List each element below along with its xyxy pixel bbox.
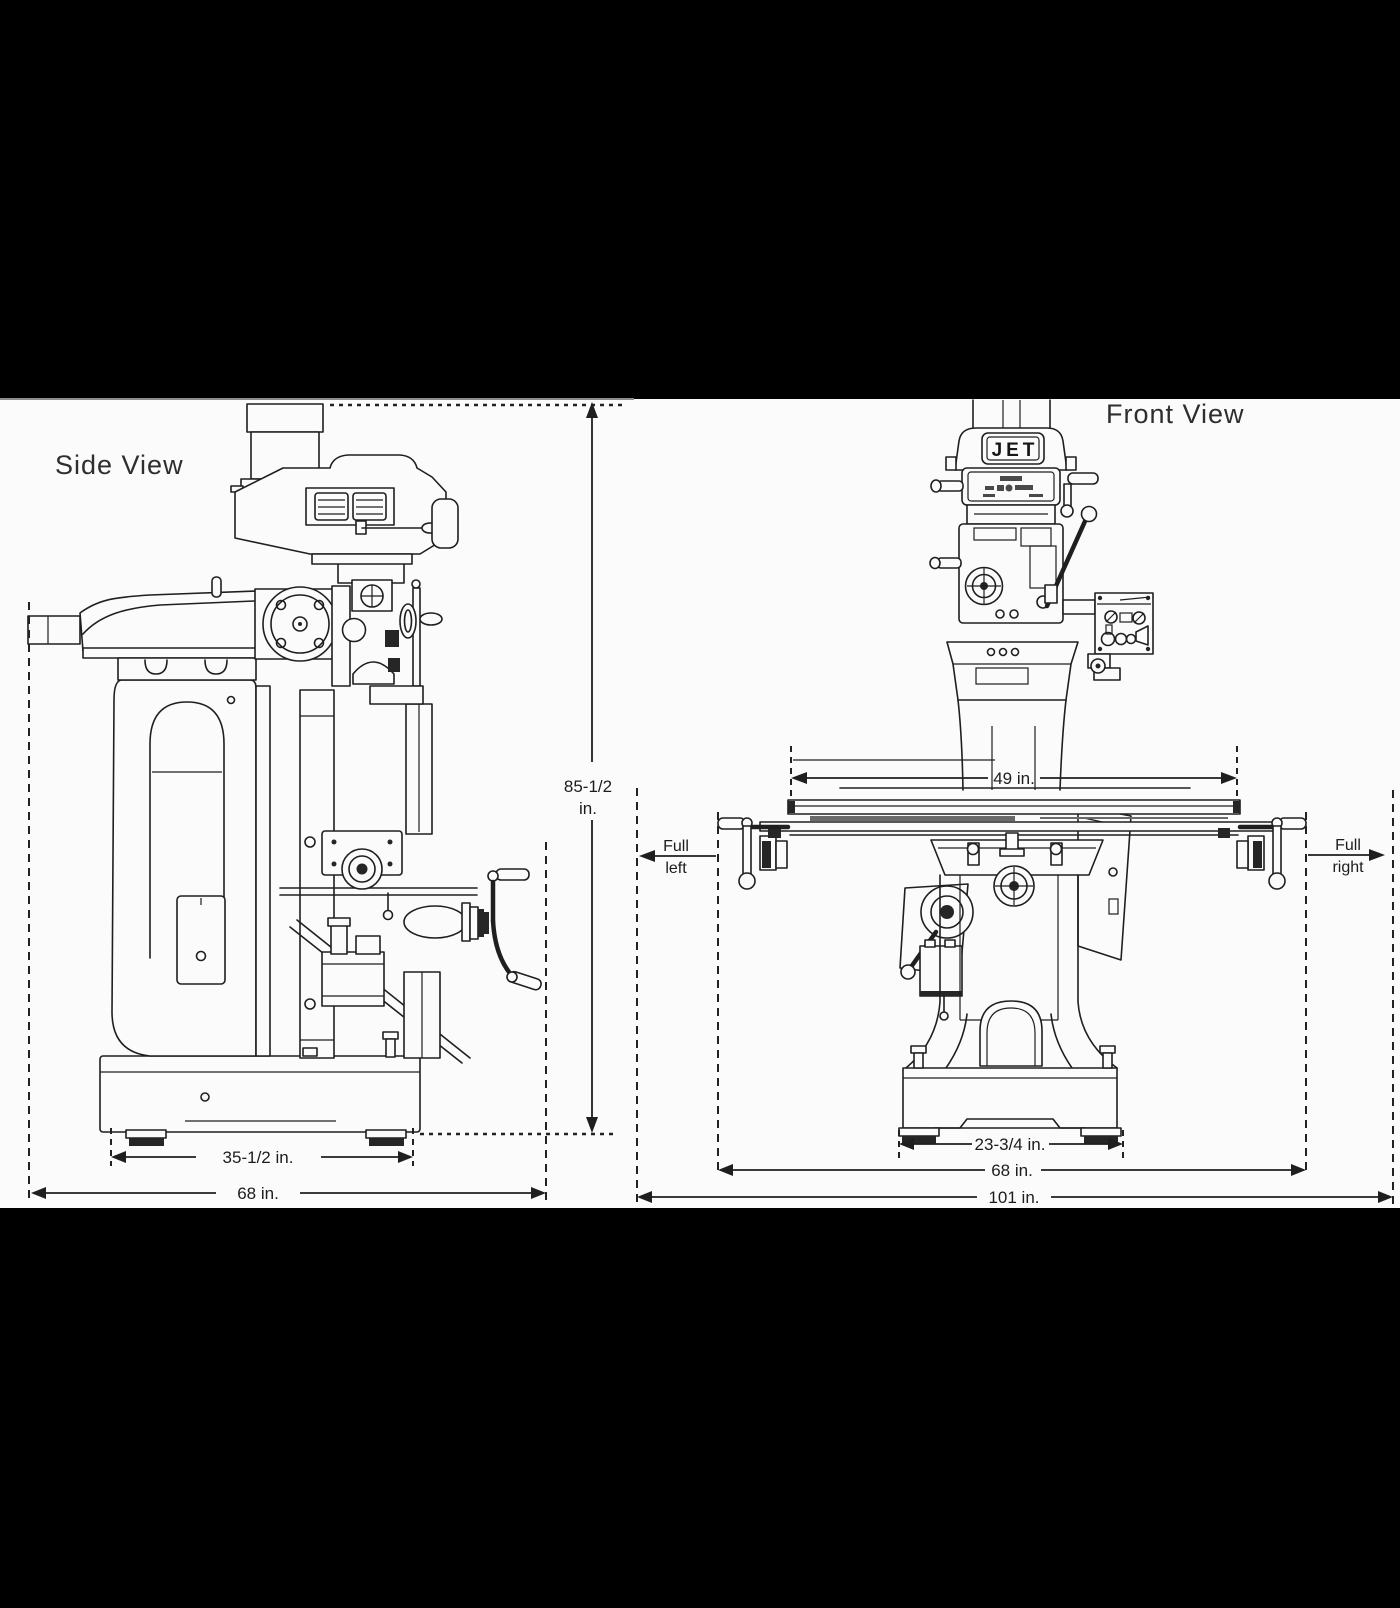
- full-right-line1: Full: [1335, 837, 1361, 854]
- pedestal-arch: [980, 1001, 1042, 1066]
- travel-width-label: 101 in.: [988, 1188, 1040, 1207]
- table-width-label: 49 in.: [993, 769, 1035, 788]
- base-width-label: 23-3/4 in.: [974, 1135, 1046, 1154]
- overall-depth-label: 68 in.: [237, 1184, 279, 1203]
- jet-brand-text: JET: [991, 440, 1039, 461]
- jet-logo: [982, 433, 1044, 464]
- full-left-line1: Full: [663, 838, 689, 855]
- full-right-line2: right: [1332, 859, 1364, 876]
- head-right-crank: [1068, 473, 1098, 484]
- front-view-title: Front View: [1106, 399, 1245, 429]
- machine-width-label: 68 in.: [991, 1161, 1033, 1180]
- side-machine-column: [112, 680, 334, 1058]
- height-unit: in.: [579, 799, 597, 818]
- height-value: 85-1/2: [563, 777, 613, 796]
- motor-top: [247, 404, 323, 432]
- column-access-panel: [177, 896, 225, 984]
- quill-feed-handwheel: [400, 604, 416, 638]
- knee-cavity: [404, 906, 466, 938]
- table-slot-shadow: [810, 816, 1015, 821]
- side-view-title: Side View: [55, 450, 184, 480]
- ram-pin: [212, 577, 221, 597]
- oil-pump-box: [322, 952, 384, 1006]
- head-left-handle: [931, 480, 941, 492]
- full-left-line2: left: [665, 860, 687, 877]
- ram-end-cap: [28, 616, 80, 644]
- base-depth-label: 35-1/2 in.: [222, 1148, 294, 1167]
